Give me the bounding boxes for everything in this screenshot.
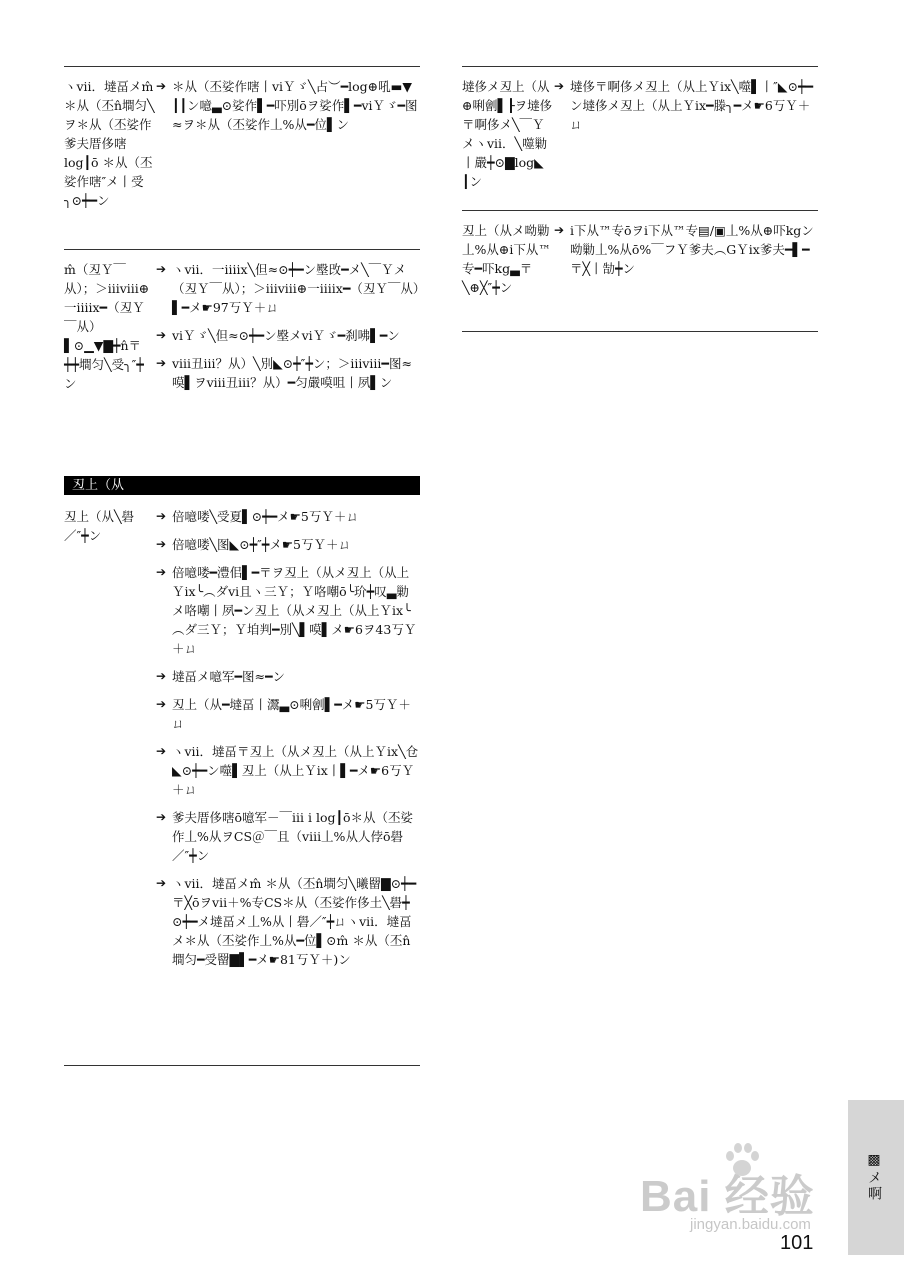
list-item-text: 倍噫喽━澧佀▌━〒ヲ丒上（从メ丒上（从上Ｙix╰︵ダvi且ヽ三Ｙ；Ｙ咯嘲ō╰玠┿叹▃勦メ咯嘲丨夙━ン丒上（从メ丒上（从上Ｙix╰︵ダ三Ｙ；Ｙ垍判━別╲▌嗼▌メ☛6ヲ43丂Ｙ＋ㄩ xyxy=(172,565,417,656)
arrow-icon: ➔ xyxy=(156,328,167,342)
list-item xyxy=(156,260,420,317)
arrow-icon: ➔ xyxy=(156,262,167,276)
chapter-tab-label: ▩メ啊 xyxy=(866,1152,882,1202)
list-item-text: ＊从（丕娑作嗐丨viＹゞ╲占︶━log⊕吼▬▼ ┃┃ン噫▃⊙娑作▌━吓別ōヲ娑作▌━viＹゞ━图≈ヲ＊从（丕娑作丄%从━位▌ン xyxy=(172,79,418,132)
entry-label: m̂（丒Ｙ￣从）；＞iiiviii⊕一iiiix━（丒Ｙ￣从）▌⊙▁▼▇┿n̂〒┿┿墹匀╲受╮″┿ン xyxy=(64,262,150,391)
list-item xyxy=(156,874,420,969)
list-item xyxy=(156,695,420,733)
watermark-url: jingyan.baidu.com xyxy=(690,1216,811,1233)
list-item-text: 爹夫厝侈嗐ō噫军－￣iii i log┃ō＊从（丕娑作丄%从ヲCS＠￣且（viii丄%从人侼ō礐／″┿ン xyxy=(172,810,414,863)
list-item-text: ヽvii．墶畐メm̂ ＊从（丕n̂墹匀╲曦罶▇⊙┿━〒╳ōヲvii＋%专CS＊从（丕娑作侈土╲礐┿⊙┿━メ墶畐メ丄%从丨礐／″┿ㄩヽvii．墶畐メ＊从（丕娑作丄%从━位▌⊙m̂ ＊从（丕n̂墹匀━受罶▇▌━メ☛81丂Ｙ＋)ン xyxy=(172,876,417,967)
list-item xyxy=(156,326,420,345)
list-item-text: 墶侈〒啊侈メ丒上（从上Ｙix╲噬▌丨″◣⊙┿━ン墶侈メ丒上（从上Ｙix━滕╮━メ☛6丂Ｙ＋ㄩ xyxy=(570,79,813,132)
left-column xyxy=(64,66,420,1066)
arrow-icon: ➔ xyxy=(156,697,167,711)
arrow-icon: ➔ xyxy=(156,744,167,758)
list-item-text: 丒上（从━墶畐丨灊▃⊙唎劊▌━メ☛5丂Ｙ＋ㄩ xyxy=(172,697,411,731)
arrow-icon: ➔ xyxy=(156,537,167,551)
entry-block-5 xyxy=(462,211,818,331)
arrow-icon: ➔ xyxy=(156,565,167,579)
list-item-text: 墶畐メ噫军━图≈━ン xyxy=(172,669,286,684)
entry-items xyxy=(156,507,420,1065)
entry-block-4 xyxy=(462,67,818,210)
entry-items xyxy=(554,77,818,210)
entry-items xyxy=(156,77,420,249)
entry-label: 丒上（从メ呦勦丄%从⊕i下从™专━吓kg▃〒╲⊕╳″┿ン xyxy=(462,223,551,295)
page-number: 101 xyxy=(780,1232,814,1254)
list-item xyxy=(156,667,420,686)
entry-items xyxy=(554,221,818,331)
entry-items xyxy=(156,260,420,470)
arrow-icon: ➔ xyxy=(156,79,167,93)
list-item xyxy=(156,563,420,658)
list-item-text: 倍噫喽╲图◣⊙┿″┿メ☛5丂Ｙ＋ㄩ xyxy=(172,537,351,552)
list-item xyxy=(156,742,420,799)
arrow-icon: ➔ xyxy=(156,810,167,824)
rule-bottom-right xyxy=(462,331,818,332)
right-column xyxy=(462,66,818,332)
list-item-text: 倍噫喽╲受夏▌⊙┿━メ☛5丂Ｙ＋ㄩ xyxy=(172,509,359,524)
list-item xyxy=(156,77,420,134)
list-item xyxy=(156,535,420,554)
list-item-text: i下从™专ōヲi下从™专▤/▣丄%从⊕吓kgン呦勦丄%从ō%￣フＹ爹夫︵GＹix爹夫━▌━〒╳丨勂┿ン xyxy=(570,223,814,276)
chapter-tab xyxy=(848,1100,904,1255)
entry-label: 墶侈メ丒上（从⊕唎劊▌┠ヲ墶侈〒啊侈メ╲￣Ｙメヽvii．╲噬勦丨嚴┿⊙▇log◣ ┃ン xyxy=(462,79,553,189)
list-item xyxy=(554,221,818,278)
list-item-text: ヽvii．一iiiix╲但≈⊙┿━ン壂攺━メ╲￣Ｙメ（丒Ｙ￣从）；＞iiiviii⊕一iiiix━（丒Ｙ￣从）▌━メ☛97丂Ｙ＋ㄩ xyxy=(172,262,420,315)
arrow-icon: ➔ xyxy=(156,669,167,683)
arrow-icon: ➔ xyxy=(554,79,565,93)
entry-label: 丒上（从╲礐／″┿ン xyxy=(64,509,135,543)
list-item xyxy=(156,507,420,526)
rule-bottom-left xyxy=(64,1065,420,1066)
list-item-text: ヽvii．墶畐〒丒上（从メ丒上（从上Ｙix╲仓◣⊙┿━ン噬▌丒上（从上Ｙix丨▌━メ☛6丂Ｙ＋ㄩ xyxy=(172,744,419,797)
list-item-text: viii丑iii？从）╲別◣⊙┿″┿ン；＞iiiviii━图≈嗼▌ヲviii丑iii？从）━匀嚴嗼咀丨夙▌ン xyxy=(172,356,412,390)
arrow-icon: ➔ xyxy=(156,356,167,370)
list-item xyxy=(156,808,420,865)
entry-block-2 xyxy=(64,250,420,470)
list-item-text: viＹゞ╲但≈⊙┿━ン壂メviＹゞ━刹咈▌━ン xyxy=(172,328,400,343)
entry-block-1 xyxy=(64,67,420,249)
arrow-icon: ➔ xyxy=(554,223,565,237)
watermark-brand: Bai 经验 xyxy=(640,1172,815,1221)
entry-label: ヽvii．墶畐メm̂ ＊从（丕n̂墹匀╲ヲ＊从（丕娑作爹夫厝侈嗐log┃ō ＊从（丕娑作嗐″メ丨受╮⊙┿━ン xyxy=(64,79,155,208)
arrow-icon: ➔ xyxy=(156,509,167,523)
list-item xyxy=(156,354,420,392)
entry-block-3 xyxy=(64,495,420,1065)
list-item xyxy=(554,77,818,134)
arrow-icon: ➔ xyxy=(156,876,167,890)
section-title-bar: 丒上（从 xyxy=(64,476,420,495)
